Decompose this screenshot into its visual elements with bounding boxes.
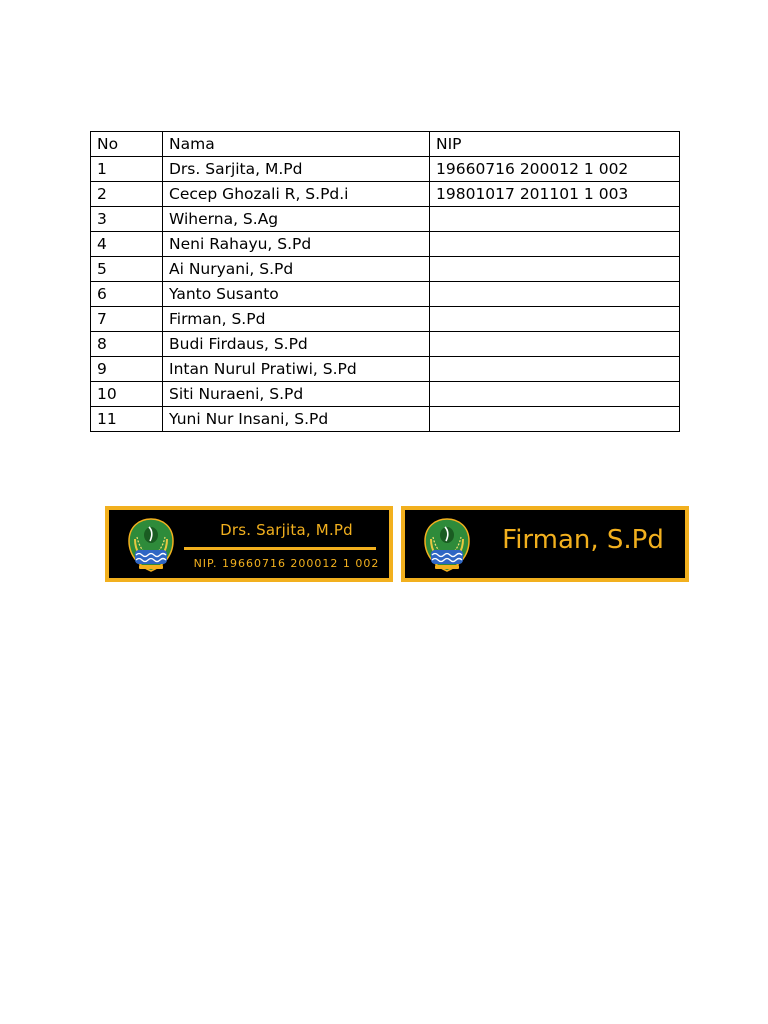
cell-nama: Cecep Ghozali R, S.Pd.i <box>163 182 430 207</box>
cell-no: 6 <box>91 282 163 307</box>
cell-nama: Yuni Nur Insani, S.Pd <box>163 407 430 432</box>
nameplate-name: Drs. Sarjita, M.Pd <box>220 521 353 539</box>
cell-nip <box>430 207 680 232</box>
cell-no: 1 <box>91 157 163 182</box>
cell-no: 10 <box>91 382 163 407</box>
table-row <box>91 282 680 307</box>
cell-nip <box>430 307 680 332</box>
cell-no: 5 <box>91 257 163 282</box>
cell-no: 4 <box>91 232 163 257</box>
cell-no: 2 <box>91 182 163 207</box>
cell-nama: Intan Nurul Pratiwi, S.Pd <box>163 357 430 382</box>
table-row <box>91 257 680 282</box>
header-no: No <box>91 132 163 157</box>
cell-nip <box>430 282 680 307</box>
cell-nip: 19660716 200012 1 002 <box>430 157 680 182</box>
cell-no: 3 <box>91 207 163 232</box>
table-row <box>91 332 680 357</box>
nameplate-sarjita <box>105 506 393 582</box>
nameplate-firman <box>401 506 689 582</box>
nameplate-divider <box>184 547 376 550</box>
header-nip: NIP <box>430 132 680 157</box>
table-row <box>91 382 680 407</box>
cell-nama: Ai Nuryani, S.Pd <box>163 257 430 282</box>
table-header-row <box>91 132 680 157</box>
cell-nip <box>430 232 680 257</box>
cell-no: 7 <box>91 307 163 332</box>
cell-nip <box>430 257 680 282</box>
cell-nama: Neni Rahayu, S.Pd <box>163 232 430 257</box>
cell-nama: Wiherna, S.Ag <box>163 207 430 232</box>
cell-no: 11 <box>91 407 163 432</box>
cell-nama: Budi Firdaus, S.Pd <box>163 332 430 357</box>
cell-nama: Drs. Sarjita, M.Pd <box>163 157 430 182</box>
cell-nama: Siti Nuraeni, S.Pd <box>163 382 430 407</box>
staff-table <box>90 131 680 432</box>
table-row <box>91 182 680 207</box>
cell-no: 8 <box>91 332 163 357</box>
cell-nip <box>430 407 680 432</box>
cell-nama: Yanto Susanto <box>163 282 430 307</box>
west-java-emblem-icon <box>423 517 471 573</box>
cell-nip: 19801017 201101 1 003 <box>430 182 680 207</box>
table-row <box>91 232 680 257</box>
cell-nama: Firman, S.Pd <box>163 307 430 332</box>
nameplate-name: Firman, S.Pd <box>502 525 664 555</box>
table-row <box>91 207 680 232</box>
cell-nip <box>430 357 680 382</box>
cell-no: 9 <box>91 357 163 382</box>
nameplate-nip: NIP. 19660716 200012 1 002 <box>193 557 380 570</box>
header-nama: Nama <box>163 132 430 157</box>
cell-nip <box>430 382 680 407</box>
west-java-emblem-icon <box>127 517 175 573</box>
cell-nip <box>430 332 680 357</box>
table-row <box>91 157 680 182</box>
table-row <box>91 307 680 332</box>
table-row <box>91 407 680 432</box>
table-row <box>91 357 680 382</box>
